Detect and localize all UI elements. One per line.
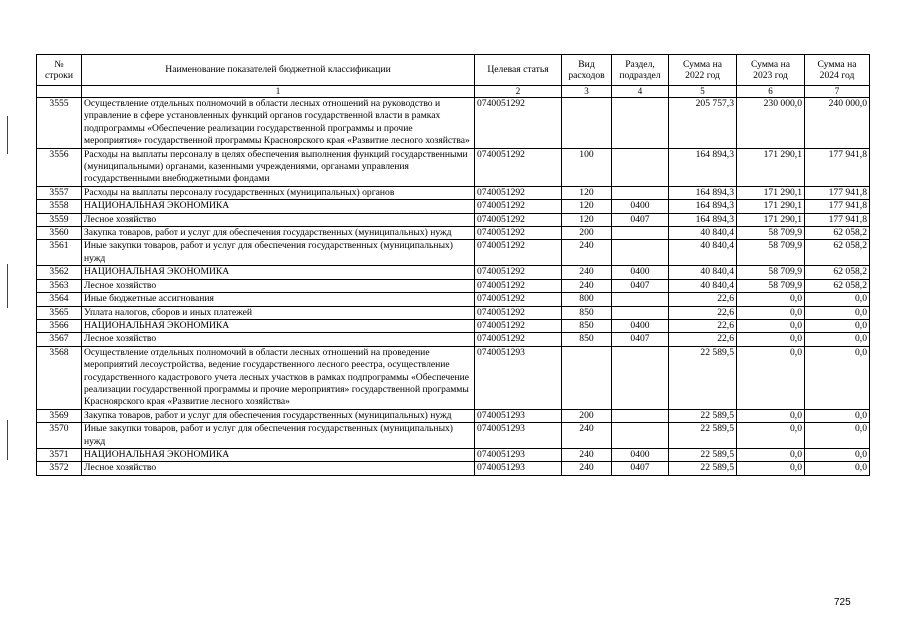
- table-row: [37, 333, 870, 346]
- row-number: 3562: [37, 266, 82, 279]
- row-sum-2022: 22,6: [669, 319, 737, 332]
- row-name: Расходы на выплаты персоналу в целях обеспечения выполнения функций государственными (муниципальными) органами, казенными учреждениями, органами управления государственными внебюджетными фондами: [82, 148, 475, 186]
- row-sum-2022: 22,6: [669, 333, 737, 346]
- row-expense-type: 240: [562, 279, 612, 292]
- row-section-code: 0407: [612, 279, 669, 292]
- row-name: НАЦИОНАЛЬНАЯ ЭКОНОМИКА: [82, 319, 475, 332]
- row-sum-2024: 0,0: [805, 306, 870, 319]
- row-name: Иные закупки товаров, работ и услуг для обеспечения государственных (муниципальных) нужд: [82, 240, 475, 266]
- row-name: Расходы на выплаты персоналу государственных (муниципальных) органов: [82, 186, 475, 199]
- table-row: [37, 409, 870, 422]
- row-number: 3556: [37, 148, 82, 186]
- row-sum-2022: 22 589,5: [669, 448, 737, 461]
- row-sum-2024: 0,0: [805, 346, 870, 409]
- row-target-code: 0740051292: [475, 306, 562, 319]
- header-sum-2023: Сумма на 2023 год: [737, 55, 805, 86]
- row-sum-2023: 0,0: [737, 306, 805, 319]
- row-sum-2022: 164 894,3: [669, 200, 737, 213]
- row-sum-2022: 40 840,4: [669, 240, 737, 266]
- row-name: Уплата налогов, сборов и иных платежей: [82, 306, 475, 319]
- column-number: 2: [475, 86, 562, 98]
- row-target-code: 0740051293: [475, 448, 562, 461]
- row-expense-type: 240: [562, 423, 612, 449]
- row-sum-2023: 171 290,1: [737, 186, 805, 199]
- table-row: [37, 423, 870, 449]
- row-sum-2023: 58 709,9: [737, 266, 805, 279]
- row-name: Иные закупки товаров, работ и услуг для обеспечения государственных (муниципальных) нужд: [82, 423, 475, 449]
- row-section-code: [612, 293, 669, 306]
- column-number: 1: [82, 86, 475, 98]
- row-name: Осуществление отдельных полномочий в области лесных отношений на руководство и управление в сфере установленных функций органов государственной власти в рамках подпрограммы «Обеспечение реализации государственной программы и прочие мероприятия» государственной программы Красноярского края «Развитие лесного хозяйства»: [82, 98, 475, 149]
- row-target-code: 0740051292: [475, 186, 562, 199]
- row-sum-2023: 0,0: [737, 333, 805, 346]
- row-sum-2023: 171 290,1: [737, 213, 805, 226]
- row-sum-2024: 0,0: [805, 448, 870, 461]
- table-row: [37, 240, 870, 266]
- row-sum-2023: 58 709,9: [737, 227, 805, 240]
- row-number: 3570: [37, 423, 82, 449]
- row-sum-2023: 171 290,1: [737, 200, 805, 213]
- row-section-code: 0407: [612, 333, 669, 346]
- row-number: 3564: [37, 293, 82, 306]
- row-target-code: 0740051292: [475, 148, 562, 186]
- row-section-code: [612, 98, 669, 149]
- row-sum-2024: 177 941,8: [805, 186, 870, 199]
- row-section-code: 0407: [612, 213, 669, 226]
- row-sum-2024: 0,0: [805, 293, 870, 306]
- row-number: 3557: [37, 186, 82, 199]
- row-expense-type: [562, 98, 612, 149]
- row-expense-type: 240: [562, 448, 612, 461]
- header-section: Раздел, подраздел: [612, 55, 669, 86]
- row-name: Закупка товаров, работ и услуг для обеспечения государственных (муниципальных) нужд: [82, 227, 475, 240]
- table-row: [37, 227, 870, 240]
- row-section-code: [612, 240, 669, 266]
- row-section-code: 0400: [612, 448, 669, 461]
- row-section-code: [612, 148, 669, 186]
- row-sum-2024: 177 941,8: [805, 200, 870, 213]
- row-target-code: 0740051292: [475, 293, 562, 306]
- row-sum-2023: 0,0: [737, 409, 805, 422]
- header-expense-type: Вид расходов: [562, 55, 612, 86]
- row-sum-2022: 164 894,3: [669, 148, 737, 186]
- row-number: 3563: [37, 279, 82, 292]
- row-expense-type: 850: [562, 319, 612, 332]
- row-sum-2023: 230 000,0: [737, 98, 805, 149]
- row-section-code: [612, 186, 669, 199]
- row-target-code: 0740051292: [475, 319, 562, 332]
- row-number: 3567: [37, 333, 82, 346]
- row-name: НАЦИОНАЛЬНАЯ ЭКОНОМИКА: [82, 448, 475, 461]
- row-name: Лесное хозяйство: [82, 213, 475, 226]
- column-number-row: [37, 86, 870, 98]
- row-sum-2022: 22,6: [669, 293, 737, 306]
- row-target-code: 0740051292: [475, 200, 562, 213]
- row-sum-2023: 0,0: [737, 423, 805, 449]
- row-sum-2023: 0,0: [737, 293, 805, 306]
- row-sum-2022: 22 589,5: [669, 423, 737, 449]
- table-row: [37, 200, 870, 213]
- row-section-code: 0400: [612, 319, 669, 332]
- table-row: [37, 266, 870, 279]
- row-number: 3569: [37, 409, 82, 422]
- column-number: 3: [562, 86, 612, 98]
- binding-mark: [7, 264, 8, 308]
- table-row: [37, 462, 870, 475]
- row-name: Закупка товаров, работ и услуг для обеспечения государственных (муниципальных) нужд: [82, 409, 475, 422]
- row-expense-type: 200: [562, 409, 612, 422]
- row-target-code: 0740051292: [475, 98, 562, 149]
- row-target-code: 0740051293: [475, 409, 562, 422]
- row-section-code: [612, 306, 669, 319]
- row-target-code: 0740051292: [475, 333, 562, 346]
- table-row: [37, 306, 870, 319]
- row-sum-2022: 22 589,5: [669, 462, 737, 475]
- row-sum-2024: 177 941,8: [805, 148, 870, 186]
- header-name: Наименование показателей бюджетной классификации: [82, 55, 475, 86]
- header-sum-2022: Сумма на 2022 год: [669, 55, 737, 86]
- row-section-code: [612, 346, 669, 409]
- row-number: 3555: [37, 98, 82, 149]
- row-target-code: 0740051293: [475, 423, 562, 449]
- row-sum-2023: 58 709,9: [737, 240, 805, 266]
- row-sum-2024: 0,0: [805, 319, 870, 332]
- row-number: 3565: [37, 306, 82, 319]
- table-row: [37, 448, 870, 461]
- row-sum-2023: 58 709,9: [737, 279, 805, 292]
- row-target-code: 0740051292: [475, 213, 562, 226]
- table-row: [37, 293, 870, 306]
- row-sum-2022: 22,6: [669, 306, 737, 319]
- row-sum-2022: 164 894,3: [669, 186, 737, 199]
- row-expense-type: 240: [562, 266, 612, 279]
- row-target-code: 0740051292: [475, 227, 562, 240]
- table-header-row: [37, 55, 870, 86]
- row-name: Иные бюджетные ассигнования: [82, 293, 475, 306]
- row-target-code: 0740051292: [475, 279, 562, 292]
- row-sum-2024: 0,0: [805, 333, 870, 346]
- column-number: 4: [612, 86, 669, 98]
- row-sum-2024: 240 000,0: [805, 98, 870, 149]
- row-sum-2022: 40 840,4: [669, 279, 737, 292]
- row-section-code: [612, 227, 669, 240]
- row-sum-2024: 62 058,2: [805, 227, 870, 240]
- binding-mark: [7, 116, 8, 154]
- column-number: 7: [805, 86, 870, 98]
- row-sum-2024: 62 058,2: [805, 279, 870, 292]
- row-target-code: 0740051292: [475, 240, 562, 266]
- row-sum-2024: 0,0: [805, 462, 870, 475]
- row-sum-2024: 62 058,2: [805, 240, 870, 266]
- binding-mark: [7, 420, 8, 460]
- table-row: [37, 186, 870, 199]
- row-sum-2022: 40 840,4: [669, 266, 737, 279]
- row-number: 3568: [37, 346, 82, 409]
- row-section-code: 0407: [612, 462, 669, 475]
- row-section-code: [612, 423, 669, 449]
- row-number: 3558: [37, 200, 82, 213]
- row-number: 3559: [37, 213, 82, 226]
- row-target-code: 0740051293: [475, 346, 562, 409]
- row-sum-2024: 0,0: [805, 409, 870, 422]
- row-sum-2022: 164 894,3: [669, 213, 737, 226]
- row-name: Лесное хозяйство: [82, 462, 475, 475]
- header-target: Целевая статья: [475, 55, 562, 86]
- row-sum-2024: 0,0: [805, 423, 870, 449]
- row-expense-type: 800: [562, 293, 612, 306]
- budget-table: [36, 54, 870, 476]
- row-sum-2023: 171 290,1: [737, 148, 805, 186]
- row-number: 3566: [37, 319, 82, 332]
- row-target-code: 0740051292: [475, 266, 562, 279]
- page-number: 725: [834, 597, 851, 608]
- row-expense-type: 850: [562, 306, 612, 319]
- table-row: [37, 279, 870, 292]
- row-section-code: 0400: [612, 266, 669, 279]
- row-name: Осуществление отдельных полномочий в области лесных отношений на проведение мероприятий лесоустройства, ведение государственного лесного реестра, осуществление государственного кадастрового учета лесных участков в рамках подпрограммы «Обеспечение реализации государственной программы и прочие мероприятия» государственной программы Красноярского края «Развитие лесного хозяйства»: [82, 346, 475, 409]
- row-sum-2022: 205 757,3: [669, 98, 737, 149]
- row-number: 3571: [37, 448, 82, 461]
- row-expense-type: 120: [562, 200, 612, 213]
- row-expense-type: 850: [562, 333, 612, 346]
- row-expense-type: 240: [562, 462, 612, 475]
- row-expense-type: 120: [562, 186, 612, 199]
- row-target-code: 0740051293: [475, 462, 562, 475]
- table-row: [37, 319, 870, 332]
- table-row: [37, 213, 870, 226]
- header-row-number: № строки: [37, 55, 82, 86]
- row-name: Лесное хозяйство: [82, 333, 475, 346]
- row-expense-type: 240: [562, 240, 612, 266]
- column-number: 6: [737, 86, 805, 98]
- row-name: НАЦИОНАЛЬНАЯ ЭКОНОМИКА: [82, 266, 475, 279]
- row-sum-2023: 0,0: [737, 319, 805, 332]
- row-expense-type: [562, 346, 612, 409]
- row-sum-2022: 22 589,5: [669, 409, 737, 422]
- row-sum-2024: 62 058,2: [805, 266, 870, 279]
- row-sum-2023: 0,0: [737, 462, 805, 475]
- row-expense-type: 200: [562, 227, 612, 240]
- row-sum-2022: 22 589,5: [669, 346, 737, 409]
- row-name: Лесное хозяйство: [82, 279, 475, 292]
- row-number: 3561: [37, 240, 82, 266]
- row-expense-type: 100: [562, 148, 612, 186]
- row-section-code: [612, 409, 669, 422]
- row-sum-2024: 177 941,8: [805, 213, 870, 226]
- header-sum-2024: Сумма на 2024 год: [805, 55, 870, 86]
- column-number: 5: [669, 86, 737, 98]
- table-row: [37, 346, 870, 409]
- row-section-code: 0400: [612, 200, 669, 213]
- row-sum-2022: 40 840,4: [669, 227, 737, 240]
- row-number: 3572: [37, 462, 82, 475]
- table-row: [37, 98, 870, 149]
- table-row: [37, 148, 870, 186]
- row-expense-type: 120: [562, 213, 612, 226]
- row-sum-2023: 0,0: [737, 448, 805, 461]
- row-sum-2023: 0,0: [737, 346, 805, 409]
- row-number: 3560: [37, 227, 82, 240]
- table-body: [37, 98, 870, 476]
- row-name: НАЦИОНАЛЬНАЯ ЭКОНОМИКА: [82, 200, 475, 213]
